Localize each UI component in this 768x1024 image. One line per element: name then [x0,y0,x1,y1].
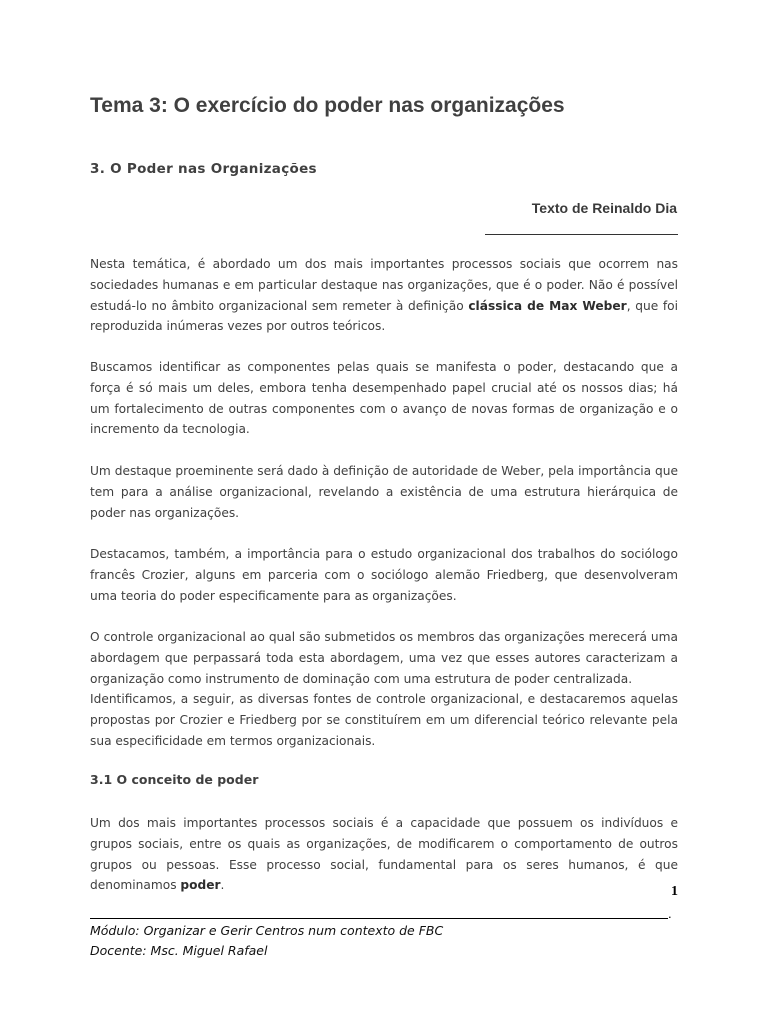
footer-teacher: Docente: Msc. Miguel Rafael [90,943,268,958]
paragraph-components: Buscamos identificar as componentes pelas quais se manifesta o poder, destacando que a força é só mais um deles, embora tenha desempenhado papel crucial até os nossos dias; há um fortalecimento de outras componentes com o avanço de novas formas de organização e o incremento da tecnologia. [90,360,678,437]
paragraph-text: Identificamos, a seguir, as diversas fontes de controle organizacional, e destacaremos aquelas propostas por Crozier e Friedberg por se constituírem em um diferencial teórico relevante pela sua especificidade em termos organizacionais. [90,692,678,748]
footer-dot: . [668,906,672,921]
paragraph-control [90,627,678,752]
paragraph-text: Nesta temática, é abordado um dos mais importantes processos sociais que ocorrem nas sociedades humanas e em particular destaque nas organizações, que é o poder. Não é possível estudá-lo no âmbito organizacional sem remeter à definição [90,257,678,313]
bold-phrase: clássica de Max Weber [468,298,627,313]
author-underline [485,234,678,235]
author-credit: Texto de Reinaldo Dia [531,200,677,216]
paragraph-text: , que foi reproduzida inúmeras vezes por outros teóricos. [90,298,678,334]
page-number: 1 [671,884,678,899]
paragraph-crozier: Destacamos, também, a importância para o estudo organizacional dos trabalhos do sociólogo francês Crozier, alguns em parceria com o sociólogo alemão Friedberg, que desenvolveram uma teoria do poder especificamente para as organizações. [90,547,678,603]
paragraph-power-concept [90,813,678,896]
footer-divider [90,918,668,919]
paragraph-intro [90,254,678,337]
paragraph-text: Um dos mais importantes processos sociais é a capacidade que possuem os indivíduos e grupos sociais, entre os quais as organizações, de modificarem o comportamento de outros grupos ou pessoas. Esse processo social, fundamental para os seres humanos, é que denominamos [90,816,678,893]
paragraph-text: . [220,878,225,893]
bold-term: poder [180,878,221,893]
paragraph-authority: Um destaque proeminente será dado à definição de autoridade de Weber, pela importância que tem para a análise organizacional, revelando a existência de uma estrutura hierárquica de poder nas organizações. [90,464,678,520]
subsection-heading: 3.1 O conceito de poder [90,772,259,787]
section-heading: 3. O Poder nas Organizações [90,161,317,177]
document-title: Tema 3: O exercício do poder nas organizações [90,94,565,117]
paragraph-text: O controle organizacional ao qual são submetidos os membros das organizações merecerá uma abordagem que perpassará toda esta abordagem, uma vez que esses autores caracterizam a organização como instrumento de dominação com uma estrutura de poder centralizada. [90,630,678,686]
footer-module: Módulo: Organizar e Gerir Centros num contexto de FBC [90,923,444,938]
